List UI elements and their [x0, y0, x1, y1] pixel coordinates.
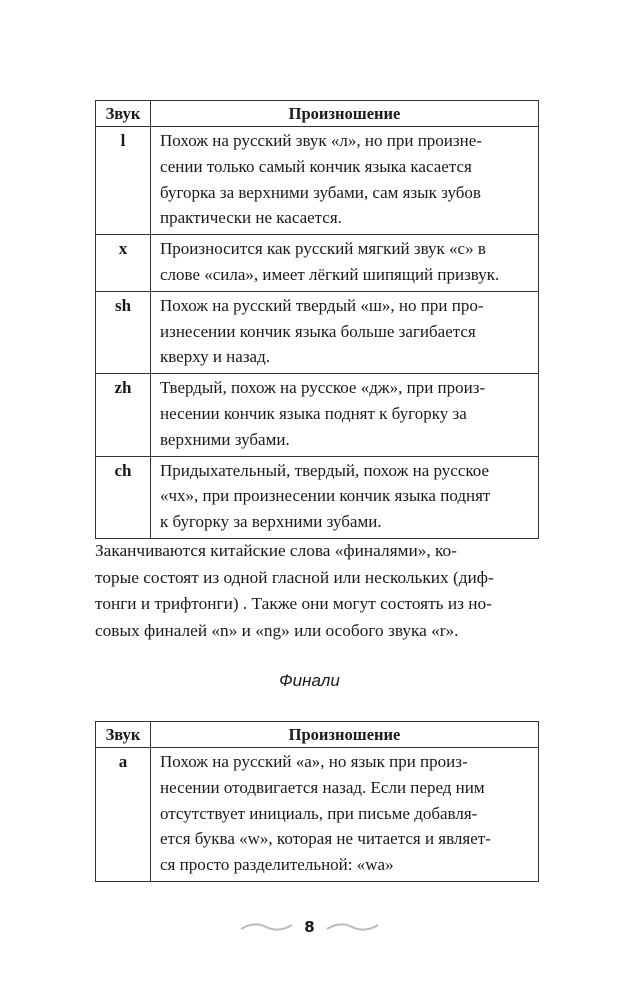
section-subheading: Финали	[279, 671, 340, 690]
table-row	[96, 374, 539, 456]
body-paragraph: Заканчиваются китайские слова «финалями», ко- торые состоят из одной гласной или нескольких (диф- тонги и трифтонги) . Также они могут состоять из но- совых финалей «n» и «ng» или особого звука «r».	[95, 541, 494, 640]
header-sound: Звук	[96, 722, 151, 748]
sound-cell: a	[96, 748, 151, 882]
pronunciation-cell: Придыхательный, твердый, похож на русское «чх», при произнесении кончик языка поднят к бугорку за верхними зубами.	[151, 456, 539, 538]
page-number: 8	[304, 918, 315, 936]
initials-table	[95, 100, 539, 539]
header-pronunciation: Произношение	[151, 101, 539, 127]
wave-ornament-icon	[325, 921, 380, 933]
page-footer	[0, 918, 619, 936]
wave-ornament-icon	[239, 921, 294, 933]
sound-cell: x	[96, 235, 151, 292]
pronunciation-cell: Твердый, похож на русское «дж», при произ- несении кончик языка поднят к бугорку за верхними зубами.	[151, 374, 539, 456]
finals-table	[95, 721, 539, 882]
pronunciation-cell: Произносится как русский мягкий звук «с» в слове «сила», имеет лёгкий шипящий призвук.	[151, 235, 539, 292]
table-row	[96, 291, 539, 373]
header-sound: Звук	[96, 101, 151, 127]
sound-cell: l	[96, 127, 151, 235]
table-header-row	[96, 101, 539, 127]
table-row	[96, 127, 539, 235]
table-row	[96, 235, 539, 292]
table-row	[96, 456, 539, 538]
table-row	[96, 748, 539, 882]
pronunciation-cell: Похож на русский твердый «ш», но при про- изнесении кончик языка больше загибается кверху и назад.	[151, 291, 539, 373]
sound-cell: sh	[96, 291, 151, 373]
sound-cell: ch	[96, 456, 151, 538]
header-pronunciation: Произношение	[151, 722, 539, 748]
pronunciation-cell: Похож на русский «а», но язык при произ- несении отодвигается назад. Если перед ним отсутствует инициаль, при письме добавля- ется буква «w», которая не читается и являет- ся просто разделительной: «wa»	[151, 748, 539, 882]
pronunciation-cell: Похож на русский звук «л», но при произне- сении только самый кончик языка касается бугорка за верхними зубами, сам язык зубов практически не касается.	[151, 127, 539, 235]
sound-cell: zh	[96, 374, 151, 456]
table-header-row	[96, 722, 539, 748]
